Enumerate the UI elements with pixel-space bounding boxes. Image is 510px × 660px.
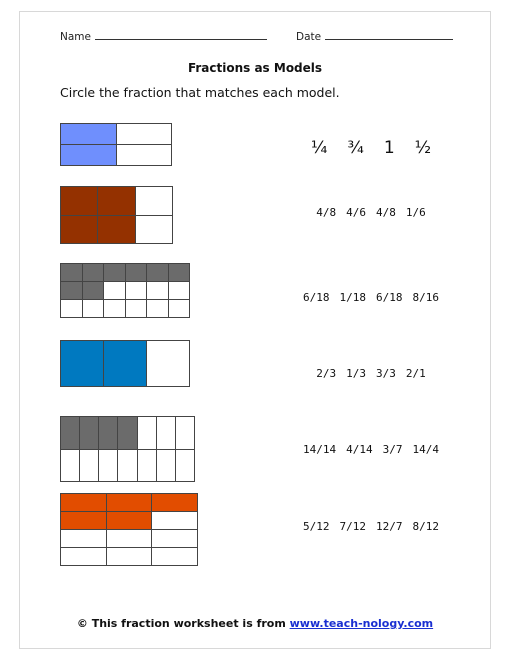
model-cell	[60, 529, 107, 548]
model-cell	[98, 449, 118, 482]
choice[interactable]: 2/3	[316, 367, 337, 380]
model-cell	[151, 493, 198, 512]
footer-link[interactable]: www.teach-nology.com	[289, 617, 434, 630]
model-cell	[146, 263, 169, 282]
choice[interactable]: 1/18	[339, 291, 366, 304]
model-cell	[151, 547, 198, 566]
model-cell	[60, 281, 83, 300]
model-cell	[156, 449, 176, 482]
answer-choices-5	[266, 443, 476, 456]
model-cell	[60, 449, 80, 482]
choice[interactable]: 12/7	[376, 520, 403, 533]
model-cell	[106, 493, 152, 512]
model-cell	[168, 281, 190, 300]
model-cell	[125, 281, 147, 300]
model-cell	[106, 511, 152, 530]
fraction-model-4	[60, 340, 189, 386]
choice[interactable]: 8/16	[412, 291, 439, 304]
footer	[0, 617, 510, 630]
model-cell	[175, 449, 195, 482]
choice[interactable]: ½	[414, 138, 432, 158]
model-cell	[82, 281, 104, 300]
choice[interactable]: 3/3	[376, 367, 396, 380]
model-cell	[135, 215, 173, 244]
model-cell	[151, 511, 198, 530]
choice[interactable]: ¼	[310, 138, 328, 158]
model-cell	[79, 416, 99, 450]
choice[interactable]: ¾	[347, 138, 364, 158]
model-cell	[146, 281, 169, 300]
choice[interactable]: 8/12	[412, 520, 439, 533]
model-cell	[146, 340, 190, 387]
choice[interactable]: 1/3	[346, 367, 366, 380]
fraction-model-5	[60, 416, 194, 481]
name-blank[interactable]	[95, 30, 267, 40]
model-cell	[60, 144, 117, 166]
model-cell	[168, 299, 190, 318]
fraction-model-6	[60, 493, 197, 565]
worksheet-title: Fractions as Models	[187, 61, 323, 75]
fraction-model-1	[60, 123, 171, 165]
model-cell	[60, 493, 107, 512]
choice[interactable]: 4/8	[316, 206, 337, 219]
model-cell	[137, 449, 157, 482]
model-cell	[103, 263, 126, 282]
choice[interactable]: 1/6	[405, 206, 426, 219]
model-cell	[60, 511, 107, 530]
choice[interactable]: 5/12	[303, 520, 330, 533]
choice[interactable]: 4/6	[346, 206, 366, 219]
name-label: Name	[60, 31, 91, 43]
model-cell	[60, 416, 80, 450]
model-cell	[103, 340, 147, 387]
choice[interactable]: 3/7	[382, 443, 403, 456]
model-cell	[98, 416, 118, 450]
answer-choices-6	[266, 520, 476, 533]
date-field	[296, 30, 453, 43]
model-cell	[135, 186, 173, 216]
answer-choices-2	[266, 206, 476, 219]
choice[interactable]: 14/4	[412, 443, 439, 456]
model-cell	[79, 449, 99, 482]
model-cell	[60, 263, 83, 282]
model-cell	[60, 215, 98, 244]
footer-text: © This fraction worksheet is from	[76, 617, 290, 630]
choice[interactable]: 4/8	[376, 206, 396, 219]
fraction-model-2	[60, 186, 172, 243]
model-cell	[60, 299, 83, 318]
date-label: Date	[296, 31, 322, 43]
model-cell	[60, 186, 98, 216]
answer-choices-3	[266, 291, 476, 304]
choice[interactable]: 14/14	[303, 443, 337, 456]
choice[interactable]: 7/12	[339, 520, 366, 533]
model-cell	[106, 547, 152, 566]
answer-choices-4	[266, 367, 476, 380]
instruction-text: Circle the fraction that matches each model.	[60, 85, 340, 100]
model-cell	[125, 299, 147, 318]
model-cell	[116, 144, 172, 166]
model-cell	[146, 299, 169, 318]
choice[interactable]: 4/14	[346, 443, 373, 456]
fraction-model-3	[60, 263, 189, 317]
model-cell	[168, 263, 190, 282]
date-blank[interactable]	[325, 30, 453, 40]
choice[interactable]: 6/18	[376, 291, 403, 304]
model-cell	[175, 416, 195, 450]
model-cell	[97, 215, 136, 244]
choice[interactable]: 2/1	[405, 367, 426, 380]
model-cell	[97, 186, 136, 216]
model-cell	[106, 529, 152, 548]
model-cell	[60, 123, 117, 145]
answer-choices-1	[266, 138, 476, 158]
model-cell	[117, 416, 138, 450]
model-cell	[117, 449, 138, 482]
choice[interactable]: 1	[383, 138, 395, 158]
model-cell	[82, 263, 104, 282]
model-cell	[151, 529, 198, 548]
model-cell	[137, 416, 157, 450]
model-cell	[103, 299, 126, 318]
choice[interactable]: 6/18	[303, 291, 330, 304]
model-cell	[82, 299, 104, 318]
model-cell	[125, 263, 147, 282]
model-cell	[116, 123, 172, 145]
model-cell	[60, 340, 104, 387]
model-cell	[103, 281, 126, 300]
model-cell	[156, 416, 176, 450]
name-field	[60, 30, 267, 43]
model-cell	[60, 547, 107, 566]
